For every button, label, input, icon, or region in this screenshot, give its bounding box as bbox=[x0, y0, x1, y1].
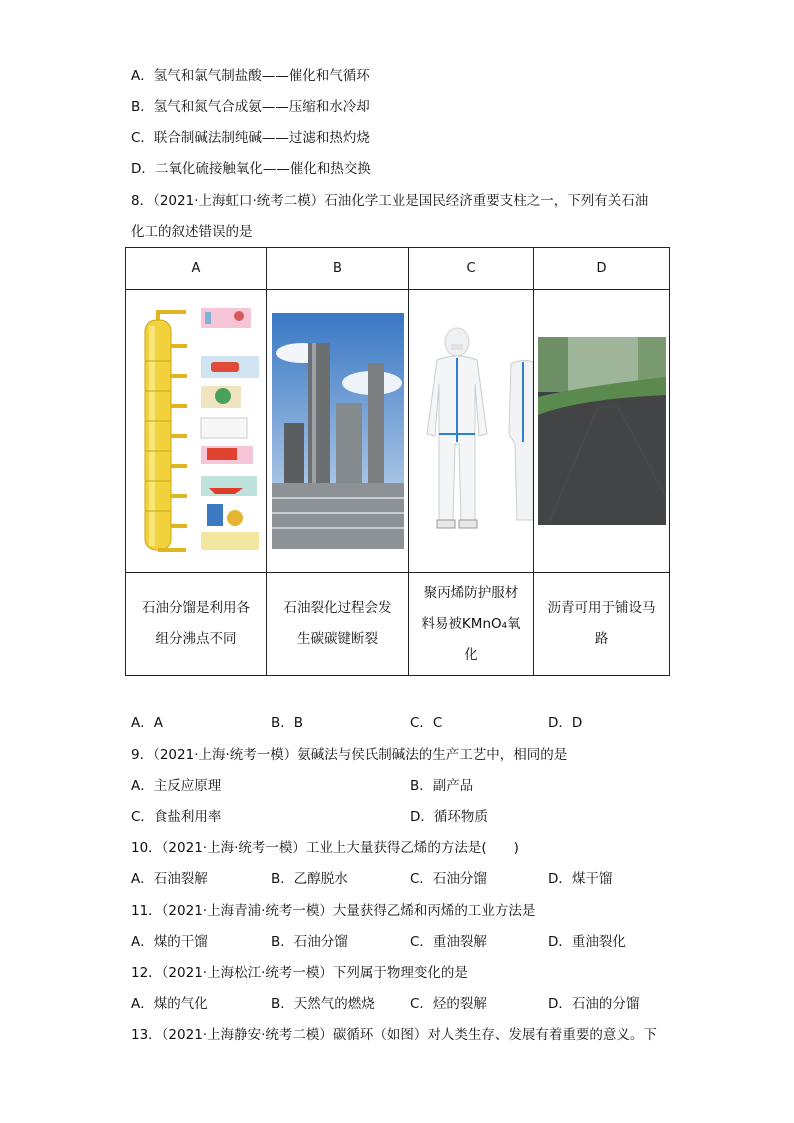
q10-option-d: D．煤干馏 bbox=[548, 871, 613, 887]
q12-option-d: D．石油的分馏 bbox=[548, 996, 640, 1012]
q8-option-b: B．B bbox=[271, 715, 304, 731]
q8-stem-line2: 化工的叙述错误的是 bbox=[131, 224, 253, 240]
q12-option-c: C．烃的裂解 bbox=[410, 996, 487, 1012]
q8-option-c: C．C bbox=[410, 715, 443, 731]
q8-caption-b: 石油裂化过程会发生碳碳键断裂 bbox=[283, 600, 392, 647]
q8-caption-c-cell bbox=[409, 573, 534, 676]
q8-table-header-row bbox=[126, 248, 670, 290]
q9-option-d: D．循环物质 bbox=[410, 809, 488, 825]
q12-option-b: B．天然气的燃烧 bbox=[271, 996, 375, 1012]
q8-caption-a-cell bbox=[126, 573, 267, 676]
q10-option-a: A．石油裂解 bbox=[131, 871, 208, 887]
refinery-cracking-plant-image bbox=[272, 313, 404, 549]
q8-caption-b-cell bbox=[267, 573, 409, 676]
q11-option-a: A．煤的干馏 bbox=[131, 934, 208, 950]
q7-option-d: D．二氧化硫接触氧化——催化和热交换 bbox=[131, 161, 371, 177]
q8-caption-a: 石油分馏是利用各组分沸点不同 bbox=[142, 600, 250, 647]
q9-option-c: C．食盐利用率 bbox=[131, 809, 222, 825]
q10-option-b: B．乙醇脱水 bbox=[271, 871, 348, 887]
q7-option-c: C．联合制碱法制纯碱——过滤和热灼烧 bbox=[131, 130, 370, 146]
q8-option-a: A．A bbox=[131, 715, 163, 731]
q11-option-d: D．重油裂化 bbox=[548, 934, 626, 950]
q8-caption-d: 沥青可用于铺设马路 bbox=[547, 600, 656, 647]
q8-cell-image-b bbox=[267, 290, 409, 573]
fractionating-tower-image bbox=[131, 306, 261, 556]
q8-table bbox=[125, 247, 670, 676]
q8-header-d: D bbox=[534, 248, 670, 290]
q8-header-c: C bbox=[409, 248, 534, 290]
q8-caption-d-cell bbox=[534, 573, 670, 676]
q9-stem: 9．（2021·上海·统考一模）氨碱法与侯氏制碱法的生产工艺中，相同的是 bbox=[131, 747, 568, 763]
q13-stem: 13．（2021·上海静安·统考二模）碳循环（如图）对人类生存、发展有着重要的意义。下 bbox=[131, 1027, 657, 1043]
q8-header-a: A bbox=[126, 248, 267, 290]
q7-option-a: A．氢气和氯气制盐酸——催化和气循环 bbox=[131, 68, 370, 84]
q8-header-b: B bbox=[267, 248, 409, 290]
q11-stem: 11．（2021·上海青浦·统考一模）大量获得乙烯和丙烯的工业方法是 bbox=[131, 903, 536, 919]
q8-cell-image-d bbox=[534, 290, 670, 573]
q10-stem: 10．（2021·上海·统考一模）工业上大量获得乙烯的方法是( ) bbox=[131, 840, 519, 856]
q7-option-b: B．氢气和氮气合成氨——压缩和水冷却 bbox=[131, 99, 370, 115]
q9-option-a: A．主反应原理 bbox=[131, 778, 222, 794]
q10-option-c: C．石油分馏 bbox=[410, 871, 487, 887]
q8-stem-line1: 8．（2021·上海虹口·统考二模）石油化学工业是国民经济重要支柱之一，下列有关石油 bbox=[131, 193, 649, 209]
q11-option-c: C．重油裂解 bbox=[410, 934, 487, 950]
q8-cell-image-c bbox=[409, 290, 534, 573]
asphalt-road-image bbox=[538, 337, 666, 525]
q8-caption-row bbox=[126, 573, 670, 676]
q8-cell-image-a bbox=[126, 290, 267, 573]
q12-stem: 12．（2021·上海松江·统考一模）下列属于物理变化的是 bbox=[131, 965, 468, 981]
q8-caption-c: 聚丙烯防护服材料易被KMnO₄氧化 bbox=[421, 584, 521, 663]
protective-suit-image bbox=[409, 324, 533, 538]
q8-option-d: D．D bbox=[548, 715, 583, 731]
q8-image-row bbox=[126, 290, 670, 573]
q11-option-b: B．石油分馏 bbox=[271, 934, 348, 950]
q12-option-a: A．煤的气化 bbox=[131, 996, 208, 1012]
q9-option-b: B．副产品 bbox=[410, 778, 474, 794]
